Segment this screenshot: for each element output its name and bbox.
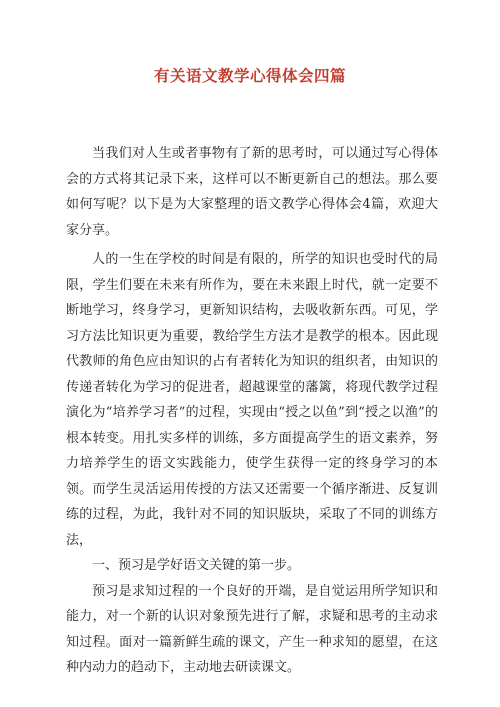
paragraph-intro: 当我们对人生或者事物有了新的思考时，可以通过写心得体会的方式将其记录下来，这样可以不断更新自己的想法。那么要如何写呢？以下是为大家整理的语文教学心得体会4篇，欢迎大家分享。 [66, 146, 438, 238]
paragraph-learning-methods: 人的一生在学校的时间是有限的，所学的知识也受时代的局限，学生们要在未来有所作为，要在未来跟上时代，就一定要不断地学习，终身学习，更新知识结构，去吸收新东西。可见，学习方法比知识更为重要，教给学生方法才是教学的根本。因此现代教师的角色应由知识的占有者转化为知识的组织者，由知识的传递者转化为学习的促进者，超越课堂的藩篱，将现代教学过程演化为“培养学习者”的过程，实现由“授之以鱼”到“授之以渔”的根本转变。用扎实多样的训练，多方面提高学生的语文素养，努力培养学生的语文实践能力，使学生获得一定的终身学习的本领。而学生灵活运用传授的方法又还需要一个循序渐进、反复训练的过程，为此，我针对不同的知识版块，采取了不同的训练方法， [66, 252, 438, 548]
section-heading-preview: 一、预习是学好语文关键的第一步。 [92, 558, 301, 573]
document-body [66, 141, 438, 681]
document-title: 有关语文教学心得体会四篇 [153, 66, 346, 85]
paragraph-preview: 预习是求知过程的一个良好的开端，是自觉运用所学知识和能力，对一个新的认识对象预先进行了解，求疑和思考的主动求知过程。面对一篇新鲜生疏的课文，产生一种求知的愿望，在这种内动力的趋动下，主动地去研读课文。 [66, 583, 438, 675]
